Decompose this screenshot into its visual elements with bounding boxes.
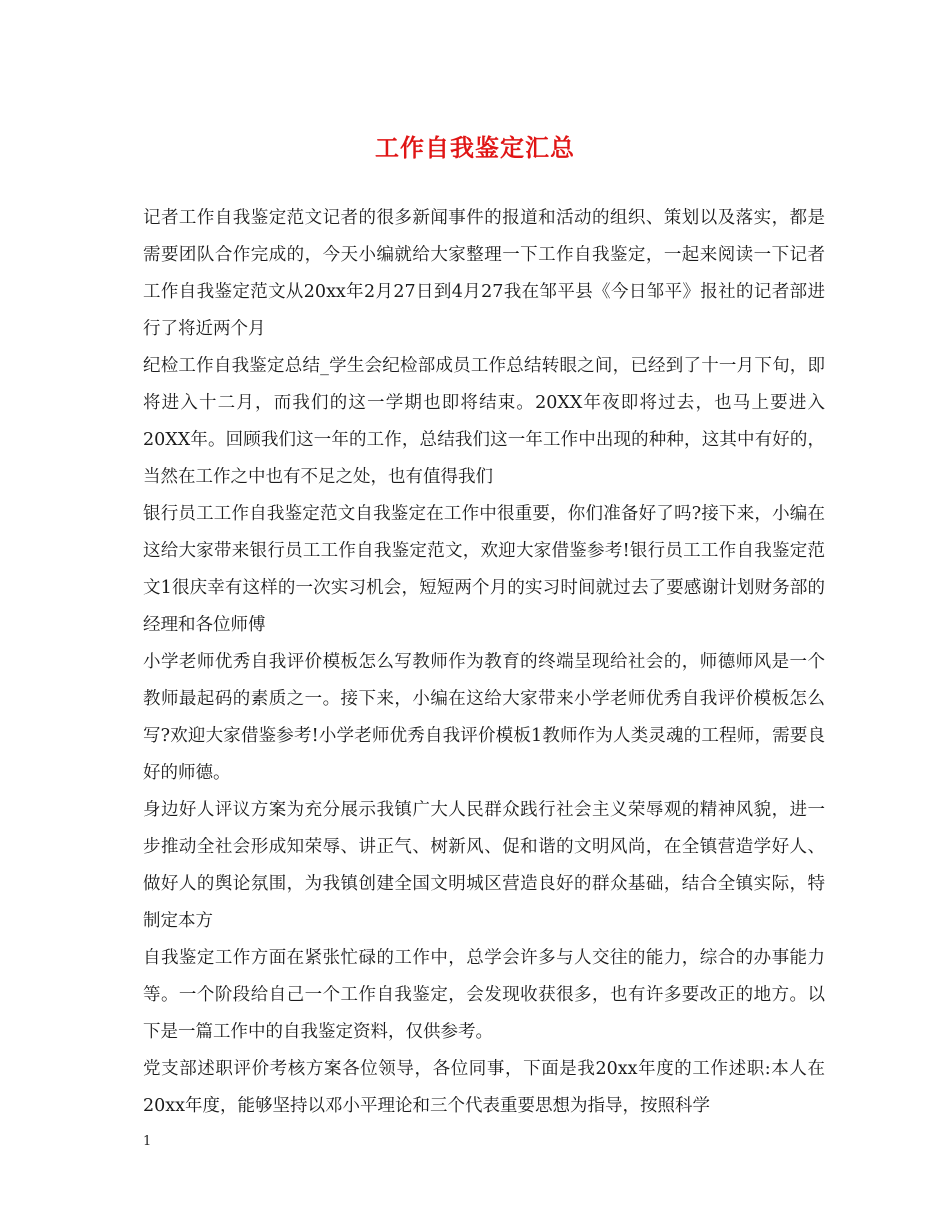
document-body <box>143 200 825 1125</box>
paragraph-3: 银行员工工作自我鉴定范文自我鉴定在工作中很重要，你们准备好了吗?接下来，小编在这给大家带来银行员工工作自我鉴定范文，欢迎大家借鉴参考!银行员工工作自我鉴定范文1很庆幸有这样的一次实习机会，短短两个月的实习时间就过去了要感谢计划财务部的经理和各位师傅 <box>143 504 825 635</box>
paragraph-4: 小学老师优秀自我评价模板怎么写教师作为教育的终端呈现给社会的，师德师风是一个教师最起码的素质之一。接下来，小编在这给大家带来小学老师优秀自我评价模板怎么写?欢迎大家借鉴参考!小学老师优秀自我评价模板1教师作为人类灵魂的工程师，需要良好的师德。 <box>143 652 825 783</box>
paragraph-2: 纪检工作自我鉴定总结_学生会纪检部成员工作总结转眼之间，已经到了十一月下旬，即将进入十二月，而我们的这一学期也即将结束。20XX年夜即将过去，也马上要进入20XX年。回顾我们这一年的工作，总结我们这一年工作中出现的种种，这其中有好的，当然在工作之中也有不足之处，也有值得我们 <box>143 356 825 487</box>
paragraph-5: 身边好人评议方案为充分展示我镇广大人民群众践行社会主义荣辱观的精神风貌，进一步推动全社会形成知荣辱、讲正气、树新风、促和谐的文明风尚，在全镇营造学好人、做好人的舆论氛围，为我镇创建全国文明城区营造良好的群众基础，结合全镇实际，特制定本方 <box>143 800 825 931</box>
paragraph-7: 党支部述职评价考核方案各位领导，各位同事，下面是我20xx年度的工作述职:本人在20xx年度，能够坚持以邓小平理论和三个代表重要思想为指导，按照科学 <box>143 1059 825 1116</box>
paragraph-6: 自我鉴定工作方面在紧张忙碌的工作中，总学会许多与人交往的能力，综合的办事能力等。一个阶段给自己一个工作自我鉴定，会发现收获很多，也有许多要改正的地方。以下是一篇工作中的自我鉴定资料，仅供参考。 <box>143 948 825 1042</box>
document-title: 工作自我鉴定汇总 <box>375 133 575 162</box>
paragraph-1: 记者工作自我鉴定范文记者的很多新闻事件的报道和活动的组织、策划以及落实，都是需要团队合作完成的，今天小编就给大家整理一下工作自我鉴定，一起来阅读一下记者工作自我鉴定范文从20xx年2月27日到4月27我在邹平县《今日邹平》报社的记者部进行了将近两个月 <box>143 208 825 339</box>
page-number: 1 <box>143 1134 152 1149</box>
